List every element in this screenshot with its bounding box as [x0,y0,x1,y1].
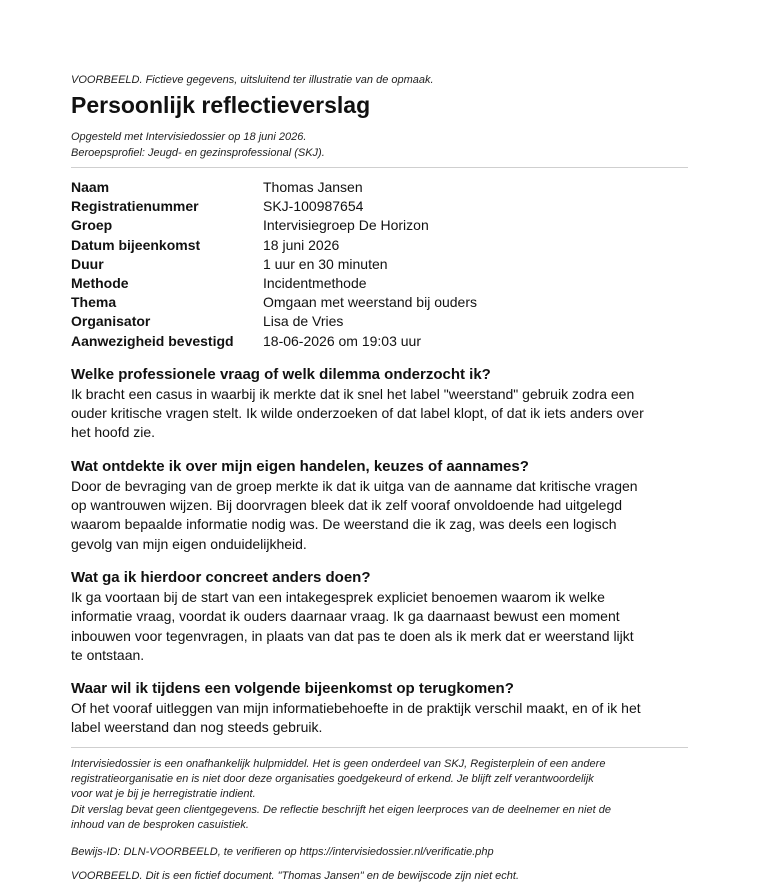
info-row-group [71,216,688,235]
info-label: Duur [71,255,104,272]
info-label: Groep [71,217,113,234]
footer-disclaimer [71,757,616,833]
section-answer: Ik ga voortaan bij de start van een intakegesprek expliciet benoemen waarom ik welke informatie vraag, voordat ik ouders daarnaar vraag. Ik ga daarnaast bewust een moment inbouwen voor tegenvragen, in plaats van dat pas te doen als ik merk dat er weerstand lijkt te ontstaan. [71,588,634,663]
info-label: Datum bijeenkomst [71,236,201,253]
info-label: Registratienummer [71,198,199,215]
info-row-organizer [71,312,688,331]
info-row-attendance [71,332,688,351]
info-label: Thema [71,294,117,311]
section-discovery [71,457,688,554]
example-notice: VOORBEELD. Fictieve gegevens, uitsluitend ter illustratie van de opmaak. [71,74,434,86]
info-label: Organisator [71,313,151,330]
page-title: Persoonlijk reflectieverslag [71,92,371,118]
disclaimer-independence: Intervisiedossier is een onafhankelijk hulpmiddel. Het is geen onderdeel van SKJ, Registerplein of een andere registratieorganisatie en is niet door deze organisaties goedgekeurd of erkend. Je blijft zelf verantwoordelijk voor wat je bij je herregistratie indient. [71,757,606,801]
disclaimer-privacy: Dit verslag bevat geen clientgegevens. De reflectie beschrijft het eigen leerproces van de deelnemer en niet de inhoud van de besproken casuistiek. [71,803,611,831]
info-value: Thomas Jansen [263,179,363,195]
section-question: Welke professionele vraag of welk dilemma onderzocht ik? [71,365,491,383]
info-value: Lisa de Vries [263,313,344,330]
section-question: Wat ga ik hierdoor concreet anders doen? [71,568,371,586]
divider-top [71,167,688,168]
document-meta [71,129,688,161]
info-label: Naam [71,179,110,195]
info-value: 18-06-2026 om 19:03 uur [263,332,421,349]
section-answer: Ik bracht een casus in waarbij ik merkte dat ik snel het label "weerstand" gebruik zodra een ouder kritische vragen stelt. Ik wilde onderzoeken of dat label klopt, of dat ik iets anders over het hoofd zie. [71,385,644,441]
info-row-method [71,274,688,293]
info-value: SKJ-100987654 [263,198,364,215]
section-question: Waar wil ik tijdens een volgende bijeenkomst op terugkomen? [71,680,514,698]
section-answer: Door de bevraging van de groep merkte ik dat ik uitga van de aanname dat kritische vragen op wantrouwen wijzen. Bij doorvragen bleek dat ik zelf vooraf onvoldoende had uitgelegd waarom bepaalde informatie nodig was. De weerstand die ik zag, was deels een logisch gevolg van mijn eigen onduidelijkheid. [71,477,638,552]
info-value: Omgaan met weerstand bij ouders [263,294,477,311]
section-followup [71,679,688,738]
section-question: Wat ontdekte ik over mijn eigen handelen, keuzes of aannames? [71,457,529,475]
section-dilemma [71,365,688,443]
evidence-id: Bewijs-ID: DLN-VOORBEELD, te verifieren op https://intervisiedossier.nl/verificatie.php [71,846,494,859]
divider-bottom [71,747,688,748]
info-value: 1 uur en 30 minuten [263,255,388,272]
meta-profile: Beroepsprofiel: Jeugd- en gezinsprofessional (SKJ). [71,147,325,159]
info-row-name [71,178,688,197]
info-table [71,178,688,351]
info-row-date [71,236,688,255]
info-value: 18 juni 2026 [263,236,340,253]
info-row-registration [71,197,688,216]
meta-created: Opgesteld met Intervisiedossier op 18 juni 2026. [71,131,307,143]
info-label: Aanwezigheid bevestigd [71,332,234,349]
info-label: Methode [71,275,129,292]
info-row-duration [71,255,688,274]
section-action [71,568,688,665]
info-value: Incidentmethode [263,275,367,292]
info-value: Intervisiegroep De Horizon [263,217,429,234]
footer-example-notice: VOORBEELD. Dit is een fictief document. "Thomas Jansen" en de bewijscode zijn niet echt. [71,870,520,883]
document-page [71,72,688,884]
section-answer: Of het vooraf uitleggen van mijn informatiebehoefte in de praktijk verschil maakt, en of ik het label weerstand dan nog steeds gebruik. [71,700,641,736]
info-row-theme [71,293,688,312]
